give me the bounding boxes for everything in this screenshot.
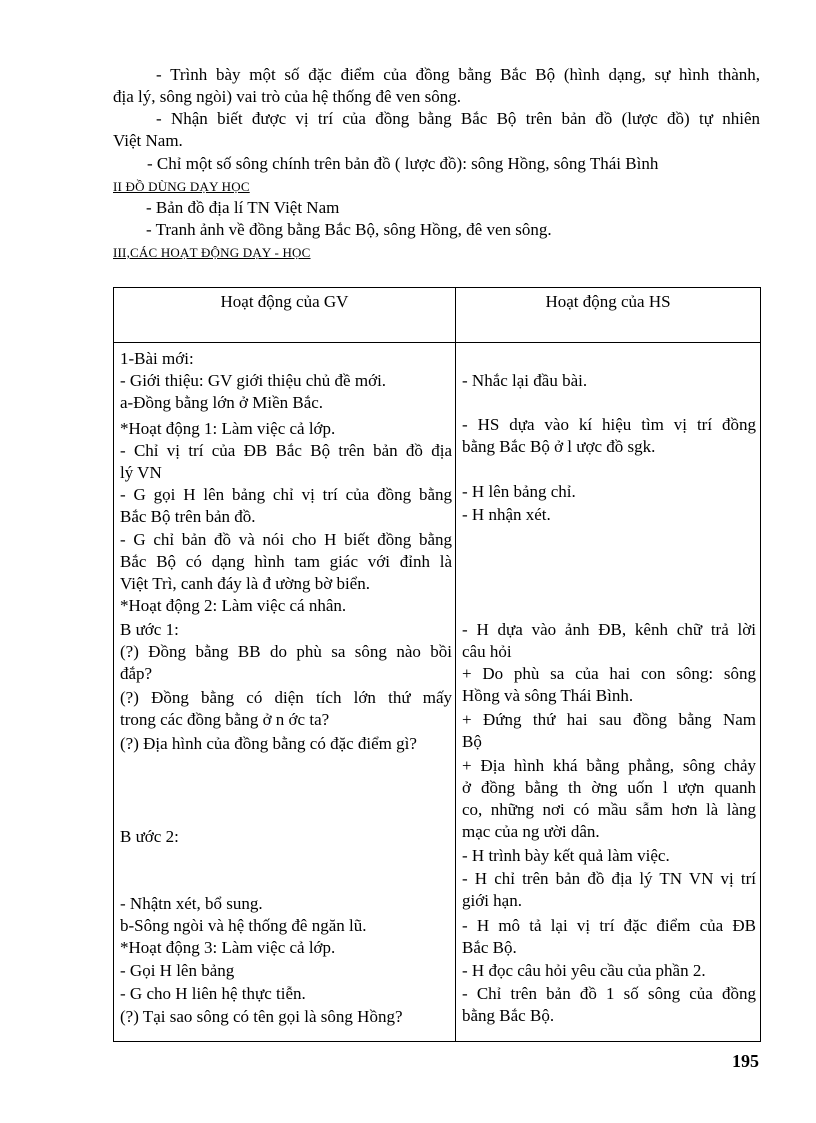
- gv-line: - Giới thiệu: GV giới thiệu chủ đề mới.: [120, 371, 387, 390]
- gv-line: b-Sông ngòi và hệ thống đê ngăn lũ.: [120, 916, 367, 935]
- hs-line: Bắc Bộ.: [462, 938, 517, 957]
- gv-line: a-Đồng bằng lớn ở Miền Bắc.: [120, 393, 324, 412]
- gv-column: [114, 343, 456, 1042]
- gv-line: *Hoạt động 2: Làm việc cá nhân.: [120, 596, 347, 615]
- hs-line: - H chỉ trên bản đồ địa lý TN VN vị trí: [462, 869, 756, 888]
- gv-line: B ước 2:: [120, 827, 179, 846]
- materials-item-1: - Bản đồ địa lí TN Việt Nam: [146, 198, 340, 217]
- gv-line: *Hoạt động 1: Làm việc cả lớp.: [120, 419, 336, 438]
- gv-line: trong các đồng bằng ở n ớc ta?: [120, 710, 330, 729]
- gv-line: - Gọi H lên bảng: [120, 961, 235, 980]
- gv-line: (?) Đồng bằng BB do phù sa sông nào bồi: [120, 642, 452, 661]
- gv-line: Việt Trì, canh đáy là đ ường bờ biển.: [120, 574, 370, 593]
- gv-line: - G gọi H lên bảng chỉ vị trí của đồng bằng: [120, 485, 452, 504]
- gv-line: B ước 1:: [120, 620, 179, 639]
- objective-line-5: - Chỉ một số sông chính trên bản đồ ( lược đồ): sông Hồng, sông Thái Bình: [147, 154, 659, 173]
- header-hs: Hoạt động của HS: [545, 292, 671, 311]
- gv-line: *Hoạt động 3: Làm việc cả lớp.: [120, 938, 336, 957]
- hs-line: - H dựa vào ảnh ĐB, kênh chữ trả lời: [462, 620, 756, 639]
- header-hs-cell: [456, 288, 761, 343]
- objective-line-2: địa lý, sông ngòi) vai trò của hệ thống đê ven sông.: [113, 87, 461, 106]
- hs-line: mạc của ng ười dân.: [462, 822, 600, 841]
- hs-line: giới hạn.: [462, 891, 522, 910]
- hs-line: + Đứng thứ hai sau đồng bằng Nam: [462, 710, 756, 729]
- hs-line: ở đồng bằng th ờng uốn l ượn quanh: [462, 778, 756, 797]
- materials-item-2: - Tranh ảnh về đồng bằng Bắc Bộ, sông Hồng, đê ven sông.: [146, 220, 552, 239]
- objective-line-3: - Nhận biết được vị trí của đồng bằng Bắc Bộ trên bản đồ (lược đồ) tự nhiên: [156, 109, 760, 128]
- hs-line: bằng Bắc Bộ ở l ược đồ sgk.: [462, 437, 656, 456]
- hs-line: - Nhắc lại đầu bài.: [462, 371, 588, 390]
- hs-line: Bộ: [462, 732, 482, 751]
- gv-line: lý VN: [120, 463, 162, 482]
- gv-line: (?) Tại sao sông có tên gọi là sông Hồng?: [120, 1007, 403, 1026]
- hs-line: co, những nơi có mầu sẫm hơn là làng: [462, 800, 756, 819]
- gv-line: - G cho H liên hệ thực tiễn.: [120, 984, 306, 1003]
- hs-line: - H đọc câu hỏi yêu cầu của phần 2.: [462, 961, 706, 980]
- gv-line: - Nhậtn xét, bổ sung.: [120, 894, 263, 913]
- header-gv-cell: [114, 288, 456, 343]
- hs-line: - H lên bảng chỉ.: [462, 482, 576, 501]
- gv-line: 1-Bài mới:: [120, 349, 194, 368]
- gv-line: (?) Đồng bằng có diện tích lớn thứ mấy: [120, 688, 452, 707]
- gv-line: Bắc Bộ trên bản đồ.: [120, 507, 256, 526]
- hs-line: Hồng và sông Thái Bình.: [462, 686, 634, 705]
- activities-table: [113, 287, 761, 1042]
- hs-line: - H mô tả lại vị trí đặc điểm của ĐB: [462, 916, 756, 935]
- objective-line-4: Việt Nam.: [113, 131, 183, 150]
- page-number: 195: [732, 1051, 759, 1071]
- gv-line: - G chỉ bản đồ và nói cho H biết đồng bằng: [120, 530, 452, 549]
- gv-line: Bắc Bộ có dạng hình tam giác với đỉnh là: [120, 552, 452, 571]
- hs-line: - Chỉ trên bản đồ 1 số sông của đồng: [462, 984, 756, 1003]
- gv-line: (?) Địa hình của đồng bằng có đặc điểm gì?: [120, 734, 417, 753]
- hs-line: bằng Bắc Bộ.: [462, 1006, 555, 1025]
- gv-line: - Chỉ vị trí của ĐB Bắc Bộ trên bản đồ địa: [120, 441, 452, 460]
- hs-line: + Do phù sa của hai con sông: sông: [462, 664, 756, 683]
- objective-line-1: - Trình bày một số đặc điểm của đồng bằng Bắc Bộ (hình dạng, sự hình thành,: [156, 65, 760, 84]
- hs-line: - HS dựa vào kí hiệu tìm vị trí đồng: [462, 415, 756, 434]
- hs-column: [456, 343, 761, 1042]
- hs-line: câu hỏi: [462, 642, 512, 661]
- hs-line: + Địa hình khá bằng phẳng, sông chảy: [462, 756, 756, 775]
- section-iii-heading: III,CÁC HOẠT ĐỘNG DẠY - HỌC: [113, 245, 311, 260]
- section-ii-heading: II ĐỒ DÙNG DẠY HỌC: [113, 179, 250, 194]
- hs-line: - H nhận xét.: [462, 505, 551, 524]
- gv-line: đắp?: [120, 664, 153, 683]
- header-gv: Hoạt động của GV: [220, 292, 349, 311]
- hs-line: - H trình bày kết quả làm việc.: [462, 846, 670, 865]
